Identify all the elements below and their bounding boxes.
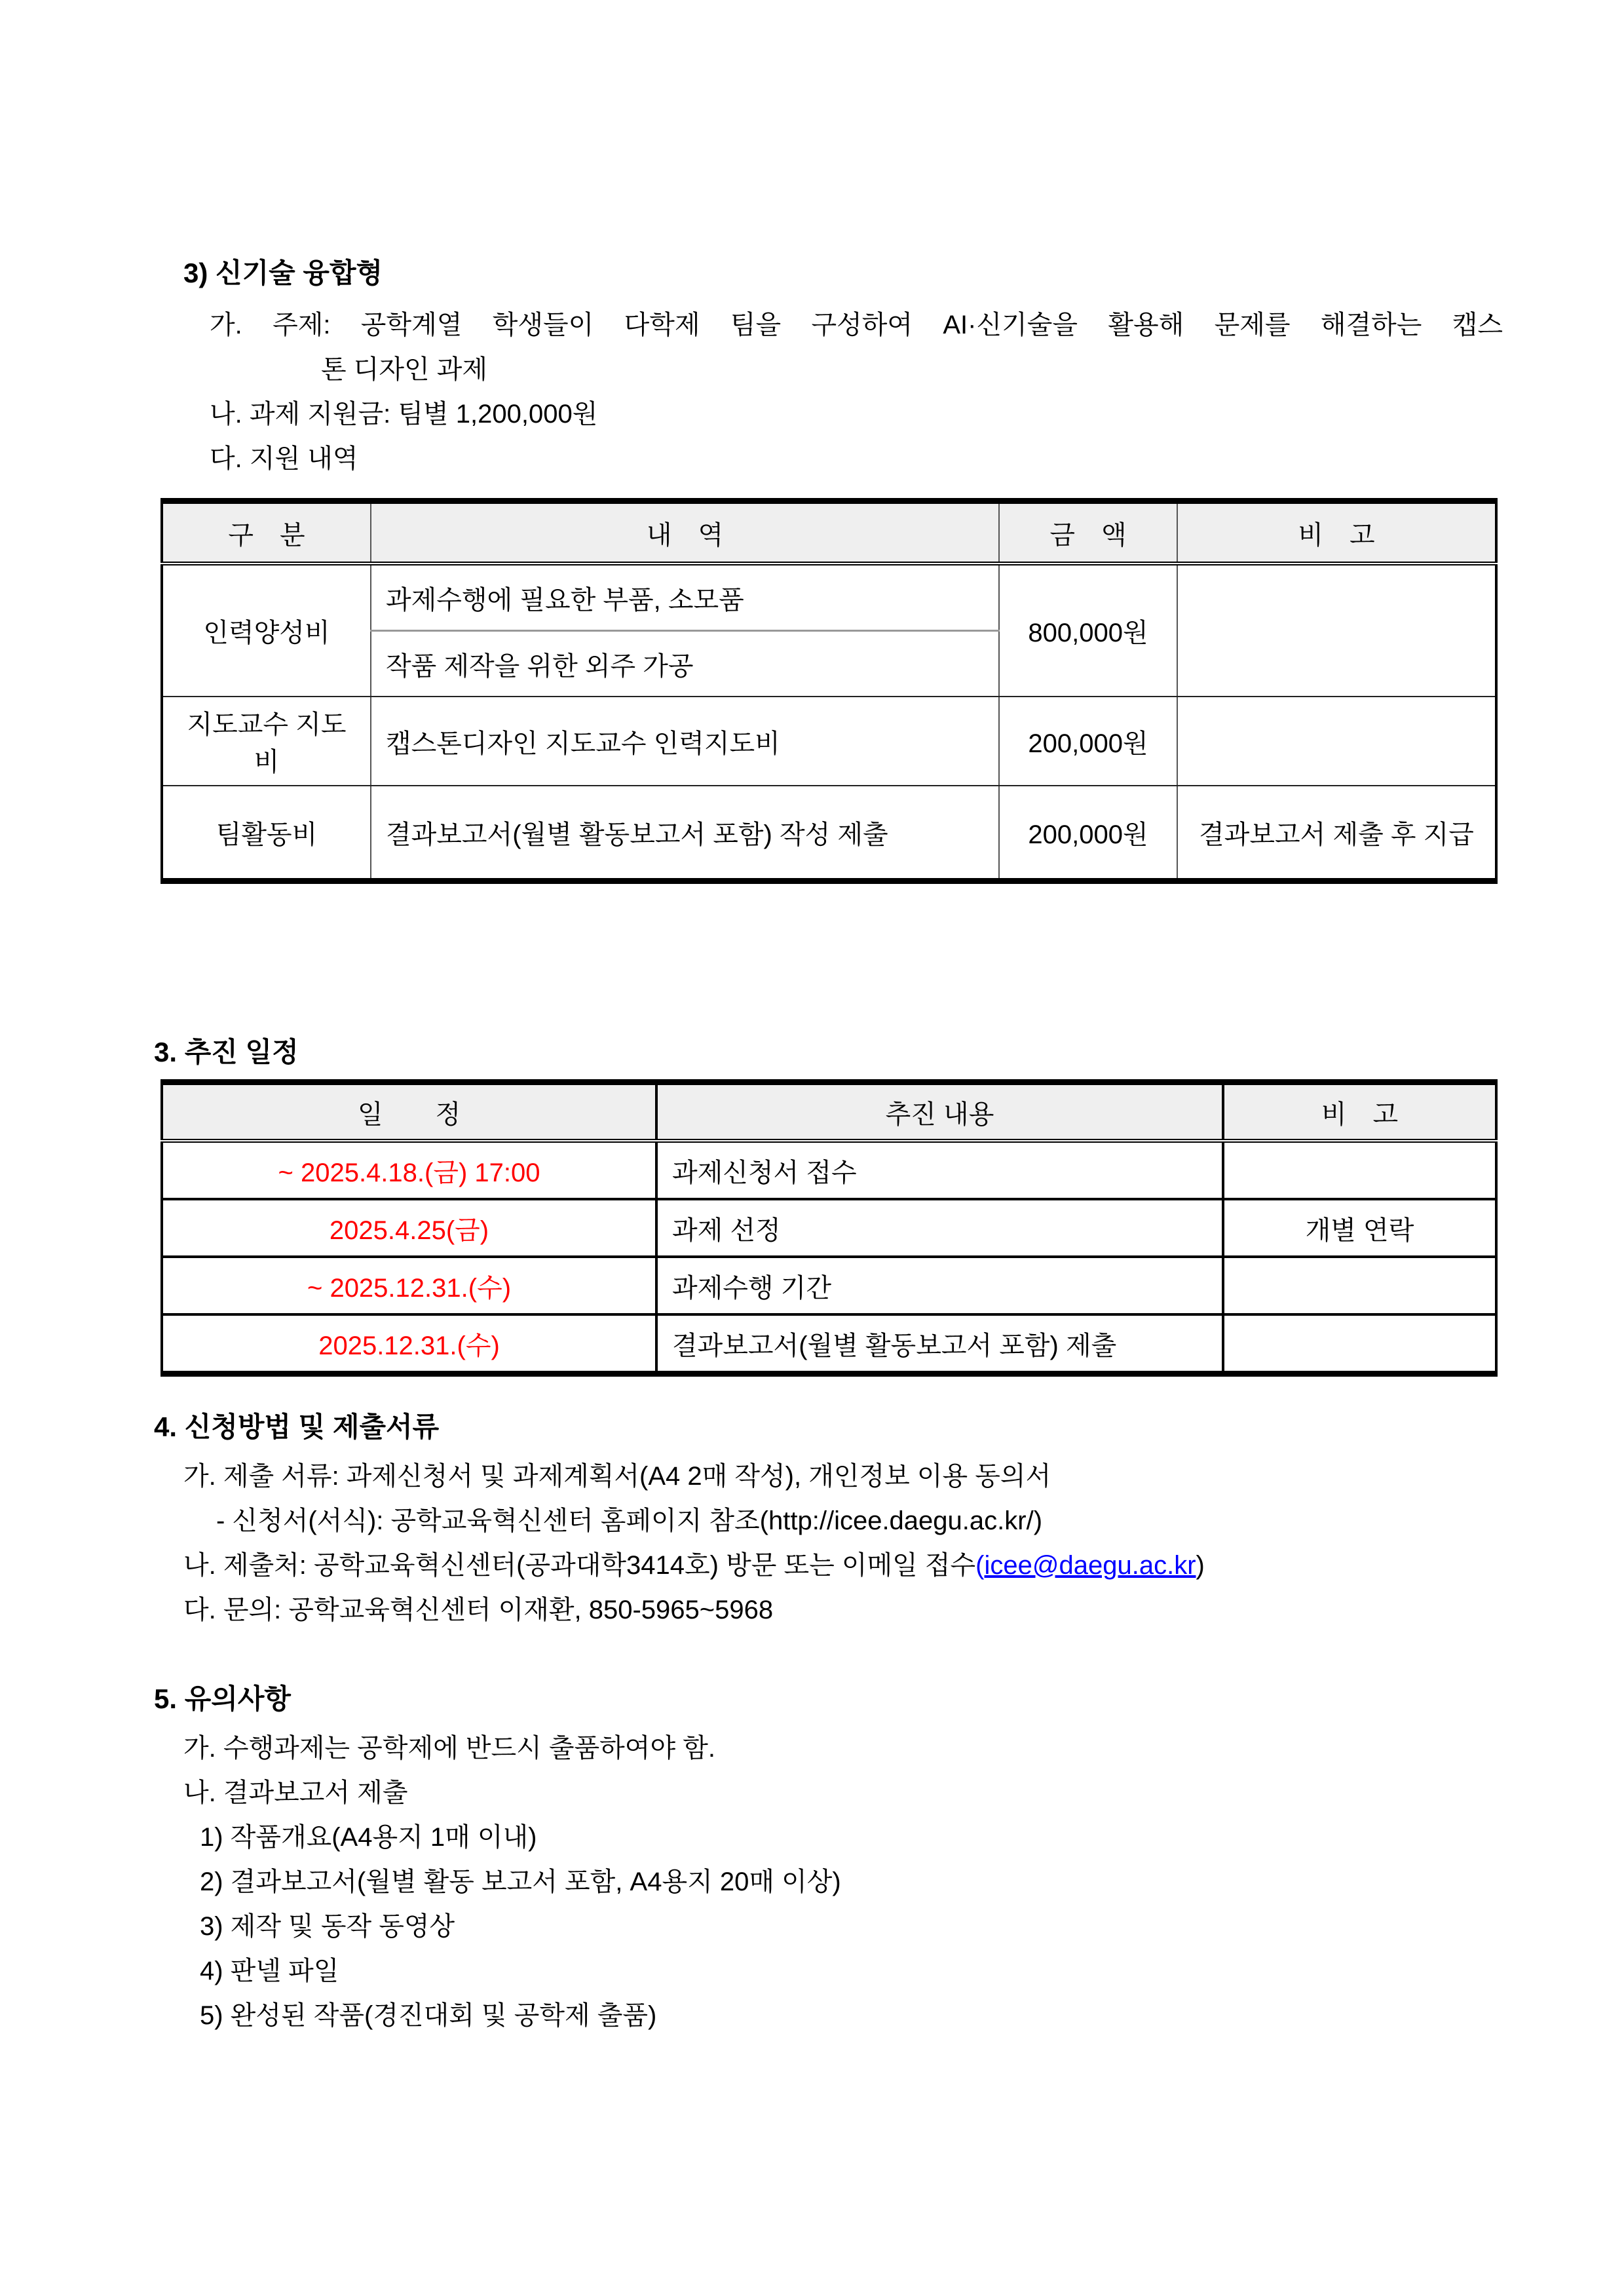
cell-note	[1223, 1141, 1496, 1199]
list-item-grant: 나. 과제 지원금: 팀별 1,200,000원	[210, 400, 598, 429]
support-table-header-row	[162, 501, 1496, 564]
cell-detail: 결과보고서(월별 활동보고서 포함) 작성 제출	[371, 786, 999, 881]
table-row	[162, 697, 1496, 786]
cell-detail: 작품 제작을 위한 외주 가공	[371, 631, 999, 697]
list-item-submission	[183, 1543, 1503, 1588]
cell-content: 과제수행 기간	[656, 1257, 1223, 1314]
list-item-application-form: - 신청서(서식): 공학교육혁신센터 홈페이지 참조(http://icee.daegu.ac.kr/)	[216, 1506, 1043, 1535]
list-item-exhibit: 가. 수행과제는 공학제에 반드시 출품하여야 함.	[183, 1734, 715, 1763]
list-item-topic-line2: 톤 디자인 과제	[321, 355, 488, 384]
column-header-content: 추진 내용	[656, 1082, 1223, 1141]
cell-detail: 캡스톤디자인 지도교수 인력지도비	[371, 697, 999, 786]
column-header-note: 비 고	[1223, 1082, 1496, 1141]
cell-note	[1223, 1314, 1496, 1374]
section-heading-application: 4. 신청방법 및 제출서류	[154, 1411, 440, 1442]
cell-note	[1223, 1257, 1496, 1314]
cell-note: 결과보고서 제출 후 지급	[1177, 786, 1496, 881]
paren-close: )	[1196, 1551, 1205, 1580]
table-row	[162, 1257, 1496, 1314]
list-item-documents: 가. 제출 서류: 과제신청서 및 과제계획서(A4 2매 작성), 개인정보 이용 동의서	[183, 1462, 1051, 1491]
schedule-table-header-row	[162, 1082, 1496, 1141]
section-heading-schedule: 3. 추진 일정	[154, 1037, 299, 1067]
cell-category: 인력양성비	[162, 564, 371, 697]
list-item-report-submit: 나. 결과보고서 제출	[183, 1778, 408, 1807]
support-table	[161, 498, 1498, 884]
list-item-video: 3) 제작 및 동작 동영상	[200, 1912, 455, 1941]
table-row	[162, 1199, 1496, 1257]
submission-text: 나. 제출처: 공학교육혁신센터(공과대학3414호) 방문 또는 이메일 접수	[183, 1551, 976, 1580]
cell-content: 결과보고서(월별 활동보고서 포함) 제출	[656, 1314, 1223, 1374]
cell-date: 2025.12.31.(수)	[162, 1314, 656, 1374]
table-row	[162, 1141, 1496, 1199]
cell-note	[1177, 564, 1496, 697]
list-item-topic-line1: 가. 주제: 공학계열 학생들이 다학제 팀을 구성하여 AI·신기술을 활용해 문제를 해결하는 캡스	[210, 311, 1503, 339]
column-header-category: 구 분	[162, 501, 371, 564]
column-header-note: 비 고	[1177, 501, 1496, 564]
cell-content: 과제 선정	[656, 1199, 1223, 1257]
list-item-contact: 다. 문의: 공학교육혁신센터 이재환, 850-5965~5968	[183, 1596, 774, 1624]
cell-amount: 200,000원	[999, 786, 1177, 881]
list-item-overview: 1) 작품개요(A4용지 1매 이내)	[200, 1823, 537, 1852]
cell-detail: 과제수행에 필요한 부품, 소모품	[371, 564, 999, 631]
list-item-final-report: 2) 결과보고서(월별 활동 보고서 포함, A4용지 20매 이상)	[200, 1867, 841, 1896]
cell-category: 팀활동비	[162, 786, 371, 881]
table-row	[162, 564, 1496, 631]
column-header-detail: 내 역	[371, 501, 999, 564]
table-row	[162, 786, 1496, 881]
cell-note: 개별 연락	[1223, 1199, 1496, 1257]
paren-open: (	[975, 1551, 985, 1580]
cell-amount: 200,000원	[999, 697, 1177, 786]
email-link[interactable]: icee@daegu.ac.kr	[984, 1551, 1196, 1580]
cell-date: 2025.4.25(금)	[162, 1199, 656, 1257]
column-header-amount: 금 액	[999, 501, 1177, 564]
list-item-support-detail: 다. 지원 내역	[210, 444, 358, 473]
subsection-heading-new-tech: 3) 신기술 융합형	[183, 258, 383, 288]
list-item-finished-work: 5) 완성된 작품(경진대회 및 공학제 출품)	[200, 2001, 657, 2030]
schedule-table	[161, 1079, 1498, 1377]
table-row	[162, 1314, 1496, 1374]
list-item-panel-file: 4) 판넬 파일	[200, 1957, 339, 1985]
cell-date: ~ 2025.12.31.(수)	[162, 1257, 656, 1314]
cell-amount: 800,000원	[999, 564, 1177, 697]
cell-category: 지도교수 지도비	[162, 697, 371, 786]
section-heading-notes: 5. 유의사항	[154, 1683, 291, 1714]
column-header-date: 일 정	[162, 1082, 656, 1141]
cell-content: 과제신청서 접수	[656, 1141, 1223, 1199]
cell-note	[1177, 697, 1496, 786]
cell-date: ~ 2025.4.18.(금) 17:00	[162, 1141, 656, 1199]
